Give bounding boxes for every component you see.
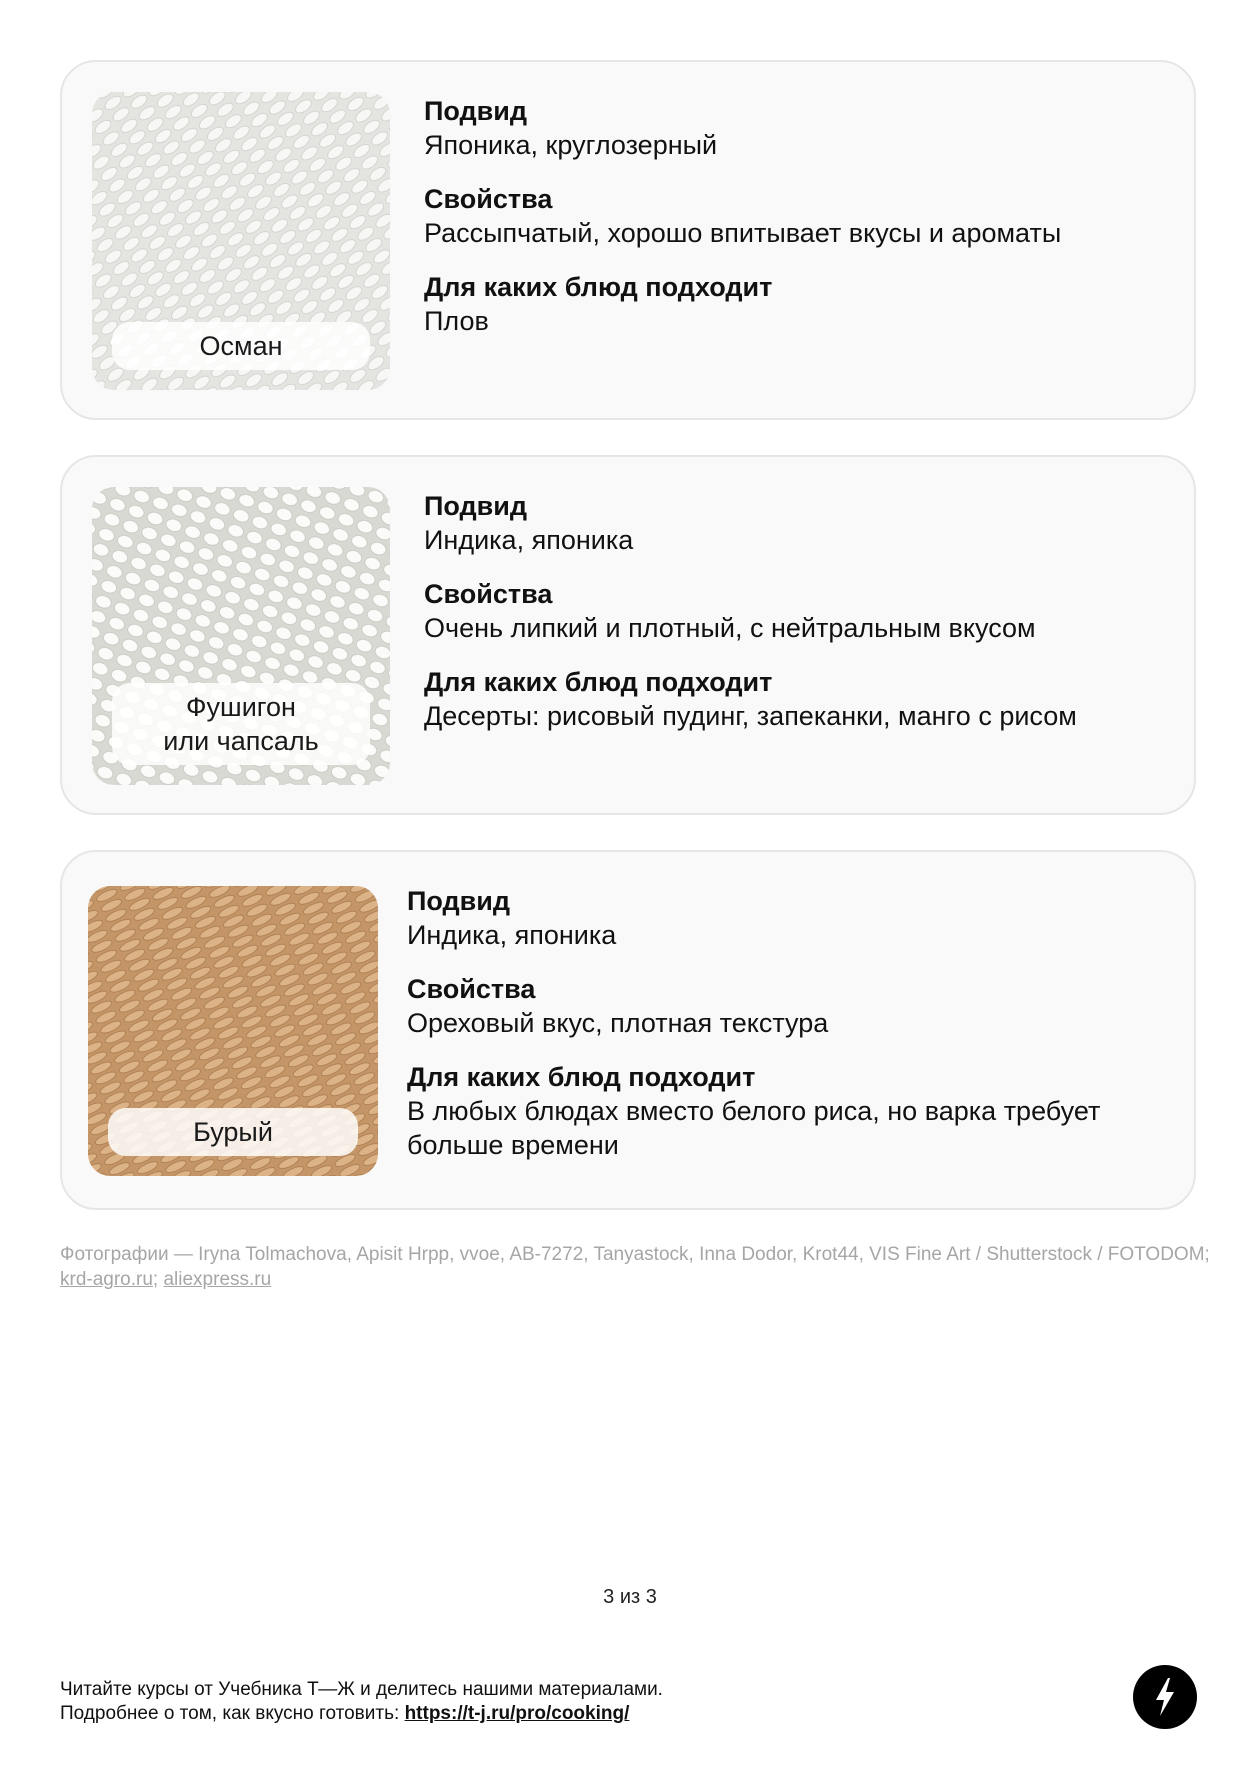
credits-link-aliexpress[interactable]: aliexpress.ru xyxy=(163,1269,272,1290)
properties-heading: Свойства xyxy=(424,579,553,609)
rice-name-label: Фушигон или чапсаль xyxy=(112,683,370,765)
brand-logo[interactable] xyxy=(1133,1665,1197,1729)
subtype-value: Японика, круглозерный xyxy=(424,130,718,160)
rice-photo xyxy=(88,886,378,1176)
properties-value: Очень липкий и плотный, с нейтральным вкусом xyxy=(424,613,1036,643)
rice-card-osman xyxy=(60,60,1196,420)
properties-value: Рассыпчатый, хорошо впитывает вкусы и ароматы xyxy=(424,218,1062,248)
subtype-value: Индика, японика xyxy=(424,525,634,555)
rice-photo xyxy=(92,487,390,785)
subtype-value: Индика, японика xyxy=(407,920,617,950)
lightning-logo-icon xyxy=(1133,1665,1197,1729)
properties-heading: Свойства xyxy=(424,184,553,214)
subtype-heading: Подвид xyxy=(424,491,528,521)
properties-value: Ореховый вкус, плотная текстура xyxy=(407,1008,829,1038)
rice-photo xyxy=(92,92,390,390)
rice-info xyxy=(424,489,1164,733)
cooking-course-link[interactable]: https://t-j.ru/pro/cooking/ xyxy=(404,1703,630,1724)
rice-name-label: Осман xyxy=(112,322,370,370)
dishes-heading: Для каких блюд подходит xyxy=(407,1062,756,1092)
dishes-value: Плов xyxy=(424,306,489,336)
properties-heading: Свойства xyxy=(407,974,536,1004)
dishes-heading: Для каких блюд подходит xyxy=(424,667,773,697)
footer-line-1: Читайте курсы от Учебника Т—Ж и делитесь нашими материалами. xyxy=(60,1679,663,1700)
subtype-heading: Подвид xyxy=(424,96,528,126)
rice-card-brown xyxy=(60,850,1196,1210)
footer-line-2 xyxy=(60,1702,663,1726)
credits-link-krd-agro[interactable]: krd-agro.ru xyxy=(60,1269,153,1290)
dishes-value: В любых блюдах вместо белого риса, но варка требует больше времени xyxy=(407,1096,1101,1160)
dishes-heading: Для каких блюд подходит xyxy=(424,272,773,302)
credits-text: Фотографии — Iryna Tolmachova, Apisit Hrpp, vvoe, AB-7272, Tanyastock, Inna Dodor, Krot44, VIS Fine Art / Shutterstock / FOTODOM; xyxy=(60,1244,1210,1265)
footer xyxy=(60,1678,663,1726)
subtype-heading: Подвид xyxy=(407,886,511,916)
photo-credits xyxy=(60,1242,1210,1292)
dishes-value: Десерты: рисовый пудинг, запеканки, манго с рисом xyxy=(424,701,1077,731)
rice-card-fushigon xyxy=(60,455,1196,815)
rice-info xyxy=(424,94,1164,338)
credits-separator: ; xyxy=(152,1269,164,1290)
footer-line-2-text: Подробнее о том, как вкусно готовить: xyxy=(60,1703,405,1724)
rice-name-label: Бурый xyxy=(108,1108,358,1156)
page-number: 3 из 3 xyxy=(603,1586,657,1608)
rice-info xyxy=(407,884,1164,1162)
